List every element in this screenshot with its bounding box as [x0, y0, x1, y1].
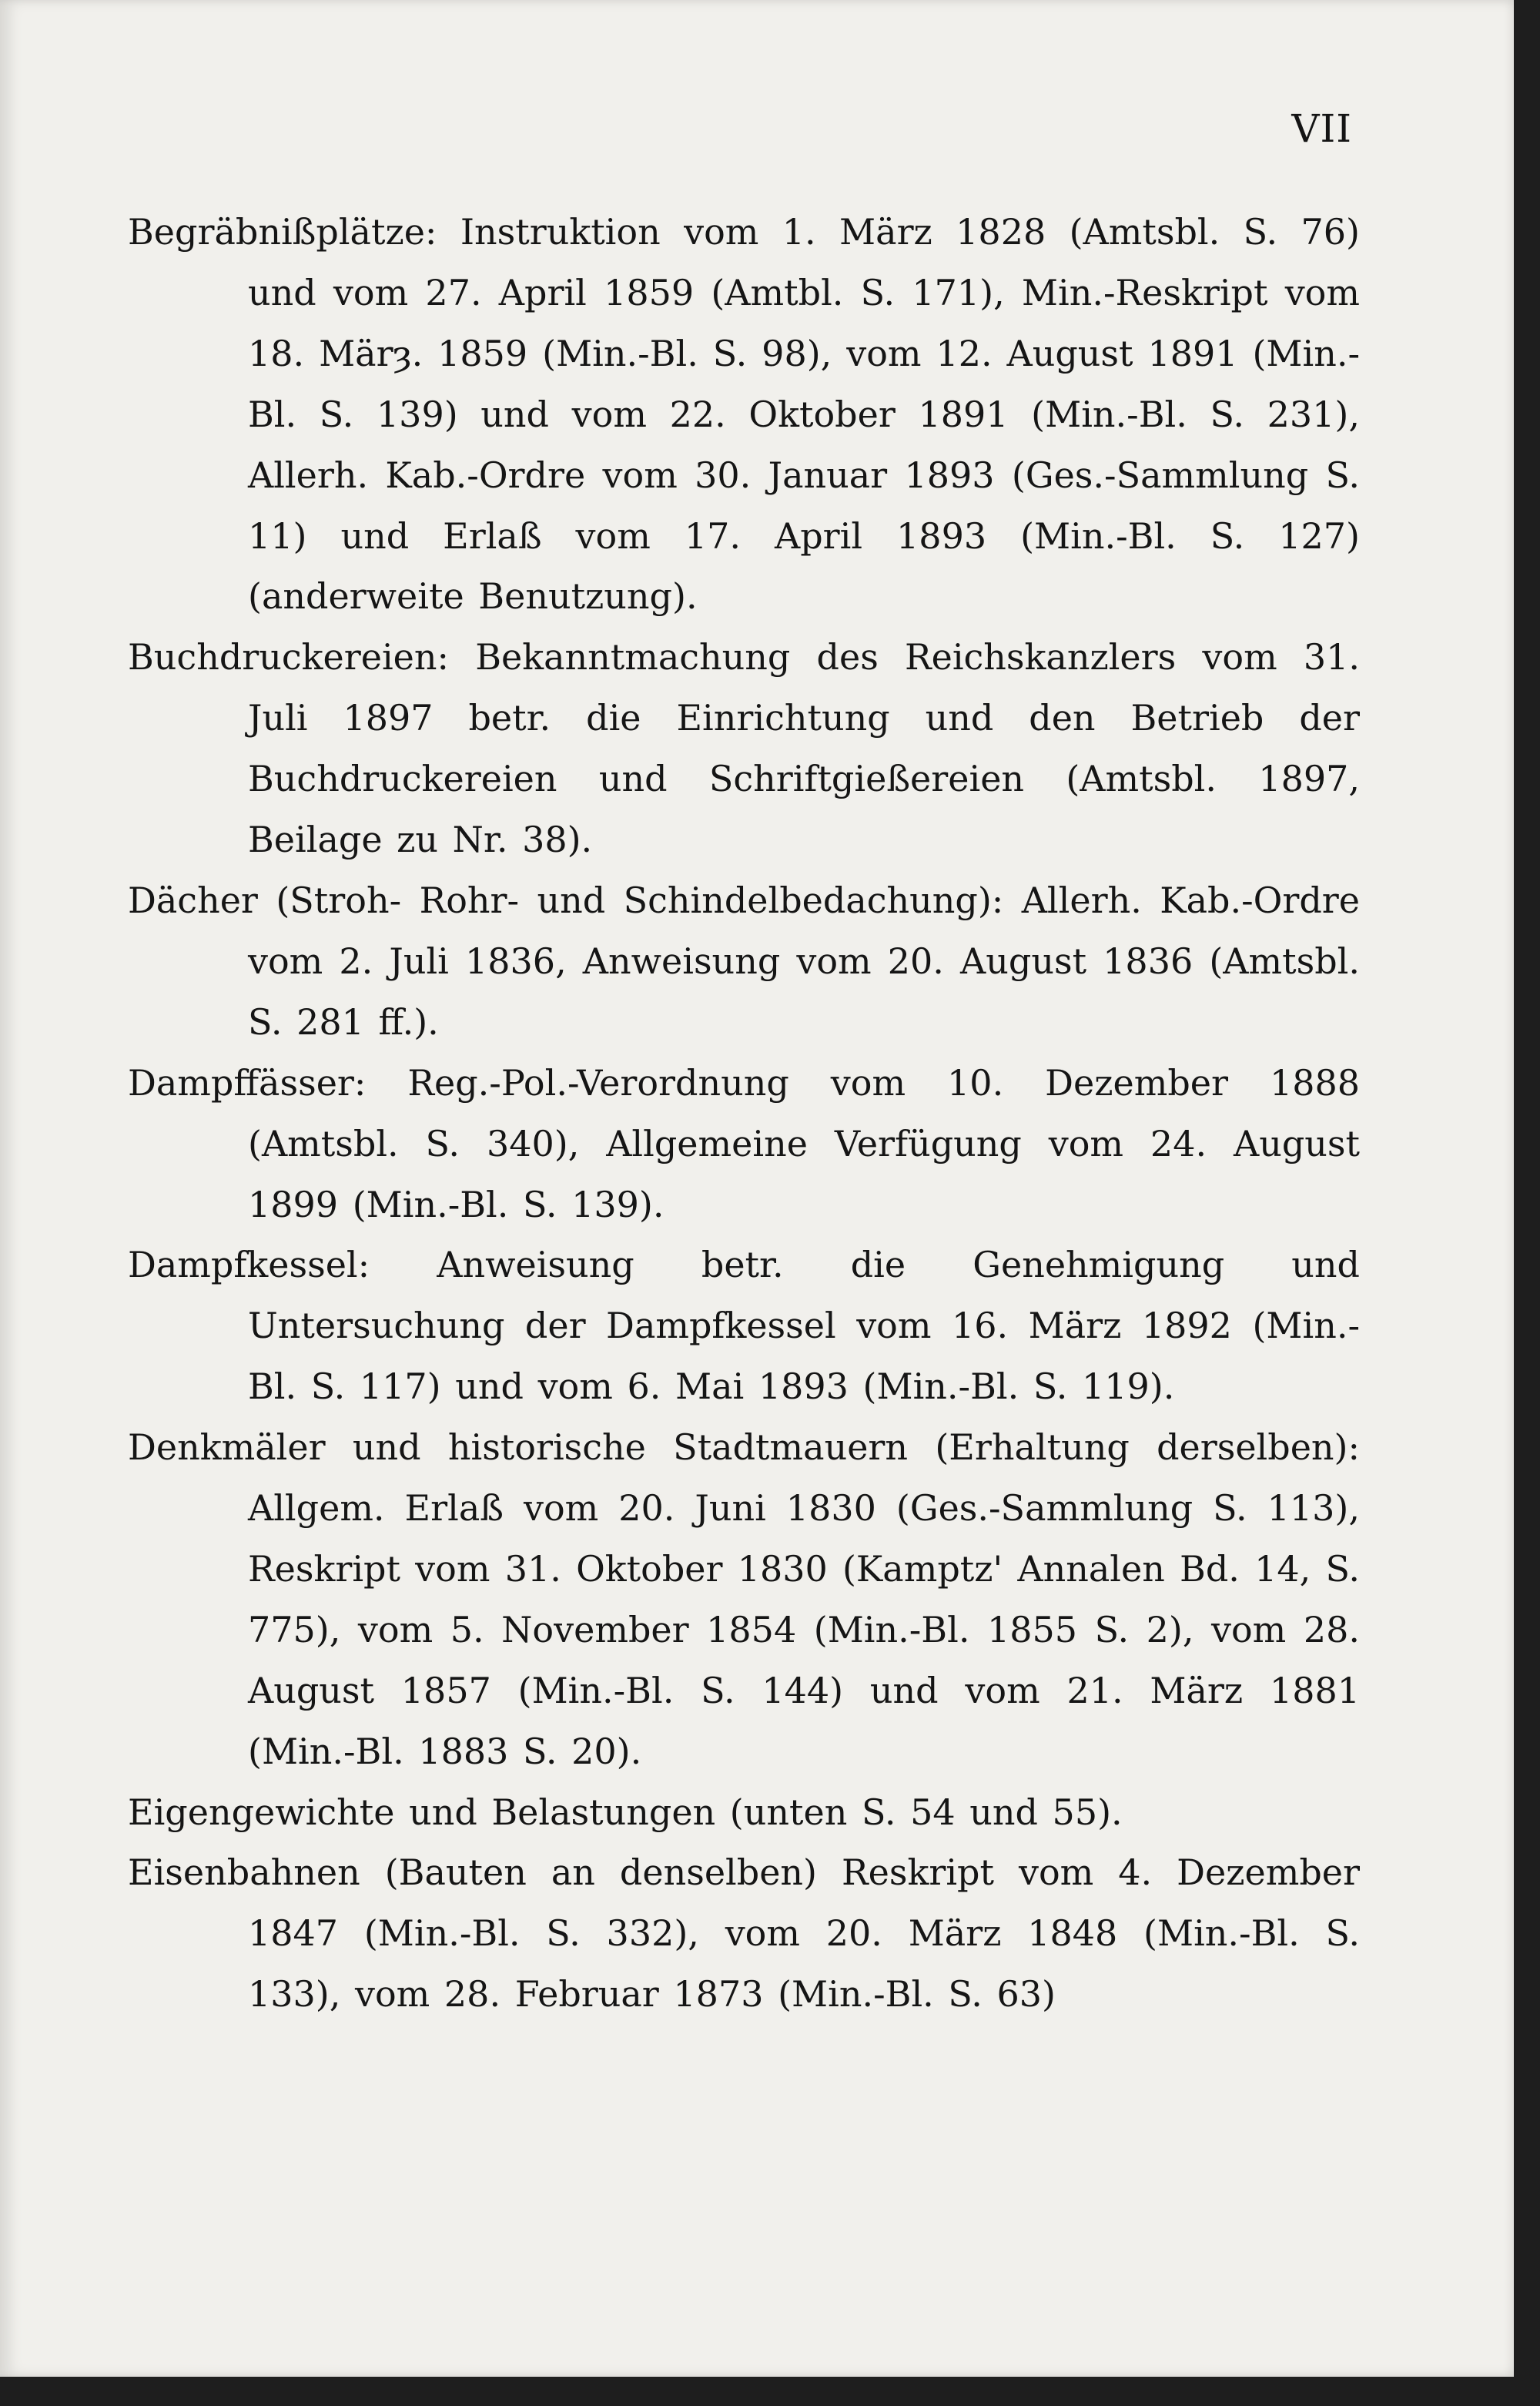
entry-heading: Eisenbahnen [128, 1851, 360, 1894]
index-entry [128, 1417, 1360, 1781]
entry-heading: Denkmäler [128, 1426, 326, 1469]
entry-text: und historische Stadtmauern (Erhaltung derselben): Allgem. Erlaß vom 20. Juni 1830 (Ges.-Sammlung S. 113), Reskript vom 31. Oktober 1830 (Kamptz' Annalen Bd. 14, S. 775), vom 5. November 1854 (Min.-Bl. 1855 S. 2), vom 28. August 1857 (Min.-Bl. S. 144) und vom 21. März 1881 (Min.-Bl. 1883 S. 20). [248, 1426, 1361, 1772]
entry-text: (Bauten an denselben) Reskript vom 4. Dezember 1847 (Min.-Bl. S. 332), vom 20. März 1848 (Min.-Bl. S. 133), vom 28. Februar 1873 (Min.-Bl. S. 63) [248, 1851, 1361, 2016]
page-number: VII [1291, 106, 1352, 151]
entry-heading: Dampfkessel: [128, 1244, 370, 1286]
entry-heading: Dampffässer: [128, 1061, 367, 1104]
entry-text: (Stroh- Rohr- und Schindelbedachung): Allerh. Kab.-Ordre vom 2. Juli 1836, Anweisung vom 20. August 1836 (Amtsbl. S. 281 ff.). [248, 879, 1361, 1043]
index-entry [128, 870, 1360, 1053]
index-entries [128, 202, 1360, 2025]
entry-text: Instruktion vom 1. März 1828 (Amtsbl. S. 76) und vom 27. April 1859 (Amtbl. S. 171), Min.-Reskript vom 18. Märȝ. 1859 (Min.-Bl. S. 98), vom 12. August 1891 (Min.-Bl. S. 139) und vom 22. Oktober 1891 (Min.-Bl. S. 231), Allerh. Kab.-Ordre vom 30. Januar 1893 (Ges.-Sammlung S. 11) und Erlaß vom 17. April 1893 (Min.-Bl. S. 127) (anderweite Benutzung). [248, 211, 1361, 618]
index-entry [128, 1235, 1360, 1417]
index-entry [128, 1842, 1360, 2025]
entry-heading: Eigengewichte [128, 1791, 395, 1833]
index-entry [128, 1053, 1360, 1235]
entry-text: und Belastungen (unten S. 54 und 55). [409, 1791, 1123, 1833]
entry-text: Anweisung betr. die Genehmigung und Untersuchung der Dampfkessel vom 16. März 1892 (Min.-Bl. S. 117) und vom 6. Mai 1893 (Min.-Bl. S. 119). [248, 1244, 1360, 1408]
index-entry [128, 1782, 1360, 1843]
index-entry [128, 202, 1360, 627]
entry-heading: Begräbnißplätze: [128, 211, 437, 253]
entry-text: Bekanntmachung des Reichskanzlers vom 31. Juli 1897 betr. die Einrichtung und den Betrieb der Buchdruckereien und Schriftgießereien (Amtsbl. 1897, Beilage zu Nr. 38). [248, 636, 1361, 861]
entry-text: Reg.-Pol.-Verordnung vom 10. Dezember 1888 (Amtsbl. S. 340), Allgemeine Verfügung vom 24. August 1899 (Min.-Bl. S. 139). [248, 1061, 1361, 1225]
entry-heading: Buchdruckereien: [128, 636, 450, 679]
entry-heading: Dächer [128, 879, 258, 921]
index-entry [128, 627, 1360, 870]
